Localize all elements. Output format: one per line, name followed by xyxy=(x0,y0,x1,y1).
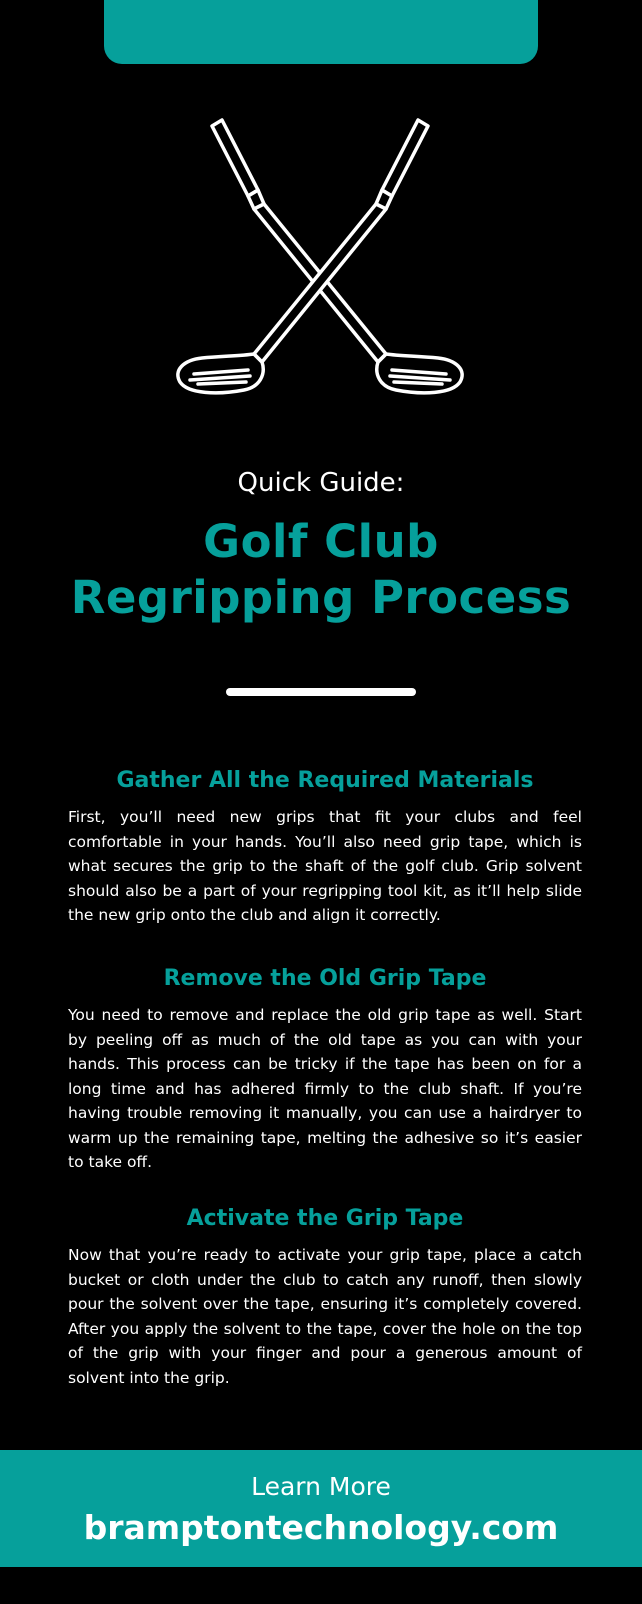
website-link[interactable]: bramptontechnology.com xyxy=(83,1508,559,1547)
page-title xyxy=(0,514,642,626)
title-line-2: Regripping Process xyxy=(70,571,572,624)
top-accent-tab xyxy=(104,0,538,64)
section-heading: Remove the Old Grip Tape xyxy=(163,966,487,991)
section-body: Now that you’re ready to activate your grip tape, place a catch bucket or cloth under the club to catch any runoff, then slowly pour the solvent over the tape, ensuring it’s completely covered. After you apply the solvent to the tape, cover the hole on the top of the grip with your finger and pour a generous amount of solvent into the grip. xyxy=(68,1246,582,1387)
section-body: You need to remove and replace the old grip tape as well. Start by peeling off as much of the old tape as you can with your hands. This process can be tricky if the tape has been on for a long time and has adhered firmly to the club shaft. If you’re having trouble removing it manually, you can use a hairdryer to warm up the remaining tape, melting the adhesive so it’s easier to take off. xyxy=(68,1006,582,1171)
guide-subtitle: Quick Guide: xyxy=(237,468,405,498)
section-body: First, you’ll need new grips that fit your clubs and feel comfortable in your hands. You’ll also need grip tape, which is what secures the grip to the shaft of the golf club. Grip solvent should also be a part of your regripping tool kit, as it’ll help slide the new grip onto the club and align it correctly. xyxy=(68,808,582,924)
crossed-golf-clubs-icon xyxy=(160,112,480,422)
title-line-1: Golf Club xyxy=(203,515,439,568)
section-heading: Activate the Grip Tape xyxy=(186,1206,464,1231)
section-gather-materials xyxy=(68,768,582,928)
footer-banner xyxy=(0,1450,642,1567)
section-remove-old-tape xyxy=(68,966,582,1175)
section-heading: Gather All the Required Materials xyxy=(116,768,534,793)
section-activate-tape xyxy=(68,1206,582,1390)
learn-more-link[interactable]: Learn More xyxy=(251,1472,391,1501)
title-divider xyxy=(226,688,416,696)
